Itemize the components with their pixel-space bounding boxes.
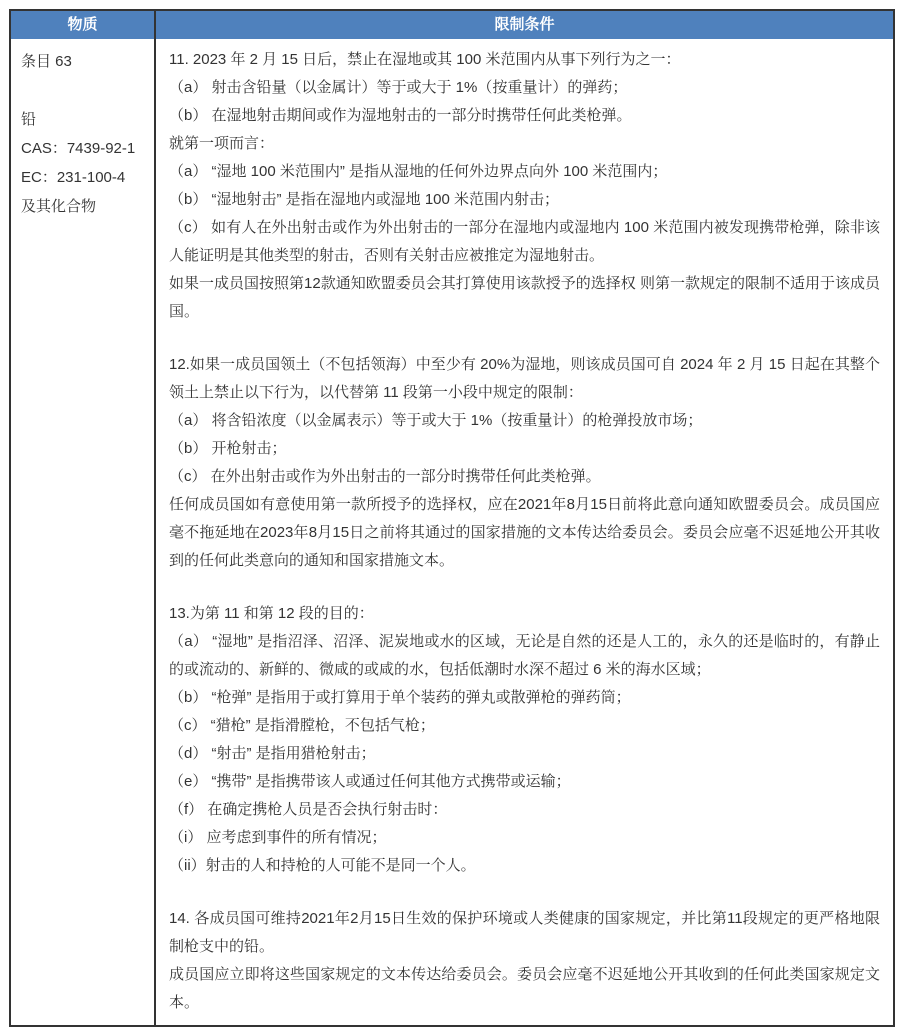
column-header-conditions: 限制条件 xyxy=(494,16,555,33)
condition-paragraph: （b） 开枪射击； xyxy=(169,440,287,457)
condition-paragraph: （b） 在湿地射击期间或作为湿地射击的一部分时携带任何此类枪弹。 xyxy=(169,107,632,124)
substance-line: 及其化合物 xyxy=(21,198,97,215)
condition-paragraph: （a） 射击含铅量（以金属计）等于或大于 1%（按重量计）的弹药； xyxy=(169,79,628,96)
condition-paragraph: 如果一成员国按照第12款通知欧盟委员会其打算使用该款授予的选择权 则第一款规定的限制不适用于该成员国。 xyxy=(169,275,880,320)
condition-paragraph: 11. 2023 年 2 月 15 日后，禁止在湿地或其 100 米范围内从事下列行为之一： xyxy=(169,51,681,68)
restriction-table xyxy=(9,9,895,1027)
condition-paragraph: （a） “湿地” 是指沼泽、沼泽、泥炭地或水的区域，无论是自然的还是人工的，永久的还是临时的，有静止的或流动的、新鲜的、微咸的或咸的水，包括低潮时水深不超过 6 米的海水区域； xyxy=(169,633,880,678)
condition-paragraph: 成员国应立即将这些国家规定的文本传达给委员会。委员会应毫不迟延地公开其收到的任何此类国家规定文本。 xyxy=(169,966,880,1011)
condition-paragraph: （c） 如有人在外出射击或作为外出射击的一部分在湿地内或湿地内 100 米范围内被发现携带枪弹，除非该人能证明是其他类型的射击，否则有关射击应被推定为湿地射击。 xyxy=(169,219,880,264)
condition-paragraph: 13.为第 11 和第 12 段的目的： xyxy=(169,605,374,622)
condition-paragraph: （b） “枪弹” 是指用于或打算用于单个装药的弹丸或散弹枪的弹药筒； xyxy=(169,689,631,706)
condition-paragraph: （d） “射击” 是指用猎枪射击； xyxy=(169,745,376,762)
condition-paragraph: 14. 各成员国可维持2021年2月15日生效的保护环境或人类健康的国家规定，并比第11段规定的更严格地限制枪支中的铅。 xyxy=(169,910,880,955)
condition-paragraph: （b） “湿地射击” 是指在湿地内或湿地 100 米范围内射击； xyxy=(169,191,560,208)
condition-paragraph: （c） 在外出射击或作为外出射击的一部分时携带任何此类枪弹。 xyxy=(169,468,601,485)
condition-paragraph xyxy=(169,575,880,600)
substance-line: 铅 xyxy=(21,111,37,128)
condition-paragraph xyxy=(169,326,880,351)
condition-paragraph: （c） “猎枪” 是指滑膛枪，不包括气枪； xyxy=(169,717,435,734)
condition-paragraph: （e） “携带” 是指携带该人或通过任何其他方式携带或运输； xyxy=(169,773,571,790)
substance-cell xyxy=(11,39,156,1025)
condition-paragraph: （a） “湿地 100 米范围内” 是指从湿地的任何外边界点向外 100 米范围内； xyxy=(169,163,668,180)
table-body-row xyxy=(11,39,893,1025)
condition-paragraph xyxy=(169,880,880,905)
condition-paragraph: （ii）射击的人和持枪的人可能不是同一个人。 xyxy=(169,857,476,874)
condition-paragraph: （f） 在确定携枪人员是否会执行射击时： xyxy=(169,801,448,818)
condition-paragraph: 12.如果一成员国领土（不包括领海）中至少有 20%为湿地，则该成员国可自 2024 年 2 月 15 日起在其整个领土上禁止以下行为，以代替第 11 段第一小段中规定的限制： xyxy=(169,356,880,401)
substance-line xyxy=(21,76,144,105)
condition-paragraph: （a） 将含铅浓度（以金属表示）等于或大于 1%（按重量计）的枪弹投放市场； xyxy=(169,412,703,429)
condition-paragraph: 就第一项而言： xyxy=(169,135,275,152)
condition-paragraph: （i） 应考虑到事件的所有情况； xyxy=(169,829,387,846)
substance-line: 条目 63 xyxy=(21,53,72,70)
table-header-row xyxy=(11,11,893,39)
column-header-substance: 物质 xyxy=(11,11,156,39)
condition-paragraph: 任何成员国如有意使用第一款所授予的选择权，应在2021年8月15日前将此意向通知欧盟委员会。成员国应毫不拖延地在2023年8月15日之前将其通过的国家措施的文本传达给委员会。委员会应毫不迟延地公开其收到的任何此类意向的通知和国家措施文本。 xyxy=(169,496,880,569)
substance-line: EC：231-100-4 xyxy=(21,169,126,186)
conditions-cell xyxy=(156,39,893,1025)
substance-line: CAS：7439-92-1 xyxy=(21,140,136,157)
